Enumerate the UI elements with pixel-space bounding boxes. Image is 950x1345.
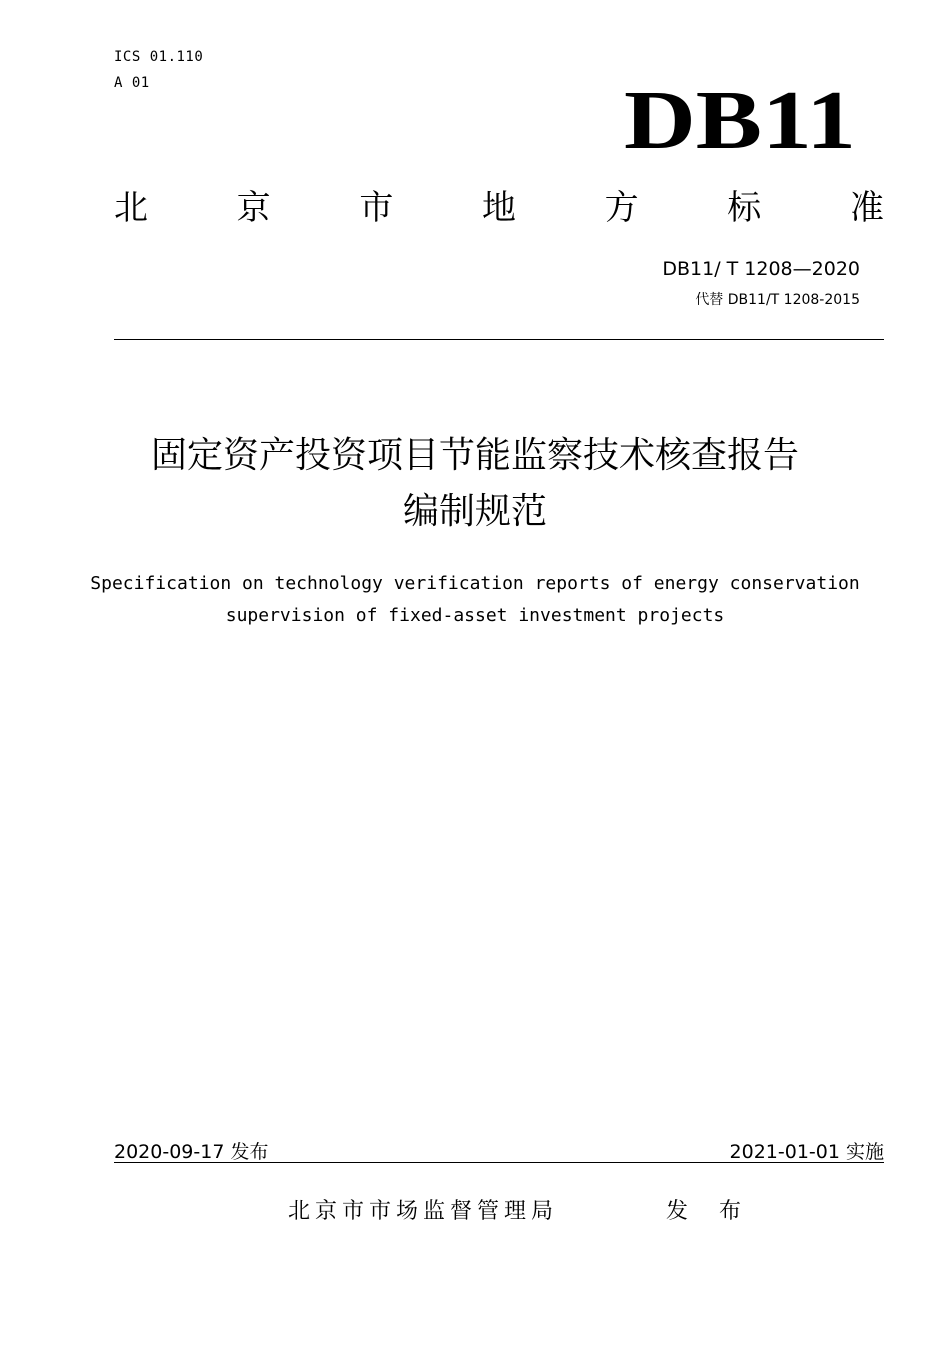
title-en-line: Specification on technology verification reports of energy conservation [90,573,860,594]
implementation-date: 2021-01-01 实施 [729,1141,884,1163]
publish-label: 发 布 [666,1199,753,1224]
standard-type-char: 京 [236,188,271,228]
header-divider [114,339,884,340]
publisher-name: 北京市市场监督管理局 [288,1199,559,1224]
document-title-zh [0,428,950,540]
standard-type-char: 标 [727,188,762,228]
standard-type-char: 北 [114,188,148,228]
standard-type-heading [114,184,884,232]
logo-text: DB11 [624,76,856,166]
title-zh-line: 固定资产投资项目节能监察技术核查报告 [150,435,799,476]
classification-code: A 01 [114,75,150,91]
issue-date: 2020-09-17 发布 [114,1141,269,1163]
title-zh-line: 编制规范 [402,491,547,532]
standard-type-char: 准 [849,188,884,228]
ics-code: ICS 01.110 [114,49,204,65]
standard-type-char: 地 [481,188,516,228]
replaces-note: 代替 DB11/T 1208-2015 [695,292,860,308]
title-en-line: supervision of fixed-asset investment projects [225,605,725,626]
standard-type-char: 方 [604,188,639,228]
document-title-en [0,568,950,632]
standard-number: DB11/ T 1208—2020 [662,258,860,280]
footer-divider [114,1162,884,1163]
db11-logo [620,76,860,166]
standard-type-char: 市 [359,188,394,228]
